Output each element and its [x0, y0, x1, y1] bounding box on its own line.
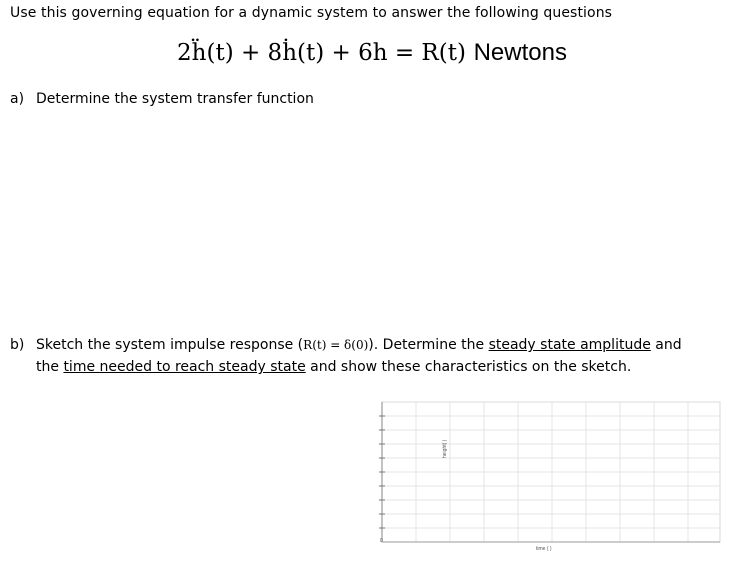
question-b-line2-prefix: the: [36, 359, 64, 375]
axis-origin-label: 0: [380, 538, 383, 544]
equation-expression: 2ḧ(t) + 8ḣ(t) + 6h = R(t): [177, 40, 466, 66]
question-a-text: Determine the system transfer function: [36, 91, 314, 107]
question-b-math: R(t) = δ(0): [303, 338, 369, 352]
equation-unit: Newtons: [473, 39, 567, 66]
question-b-text-after: ). Determine the: [368, 337, 489, 353]
time-to-steady-state-underlined: time needed to reach steady state: [63, 359, 306, 375]
question-b-text-and: and: [650, 337, 682, 353]
question-b-text-end: and show these characteristics on the sketch.: [305, 359, 632, 375]
governing-equation: [0, 38, 744, 67]
question-b: [10, 334, 738, 378]
question-a-label: a): [10, 91, 25, 107]
question-b-text-before: Sketch the system impulse response (: [36, 337, 304, 353]
question-b-label: b): [10, 337, 25, 353]
y-axis-label: height( ): [442, 439, 448, 458]
question-b-line1: [10, 334, 738, 356]
x-axis-label: time ( ): [536, 546, 552, 552]
intro-text: Use this governing equation for a dynamic system to answer the following questions: [10, 5, 613, 21]
sketch-grid: [364, 398, 726, 554]
steady-state-amplitude-underlined: steady state amplitude: [488, 337, 651, 353]
question-a: [10, 91, 314, 107]
question-b-line2: [10, 356, 738, 378]
